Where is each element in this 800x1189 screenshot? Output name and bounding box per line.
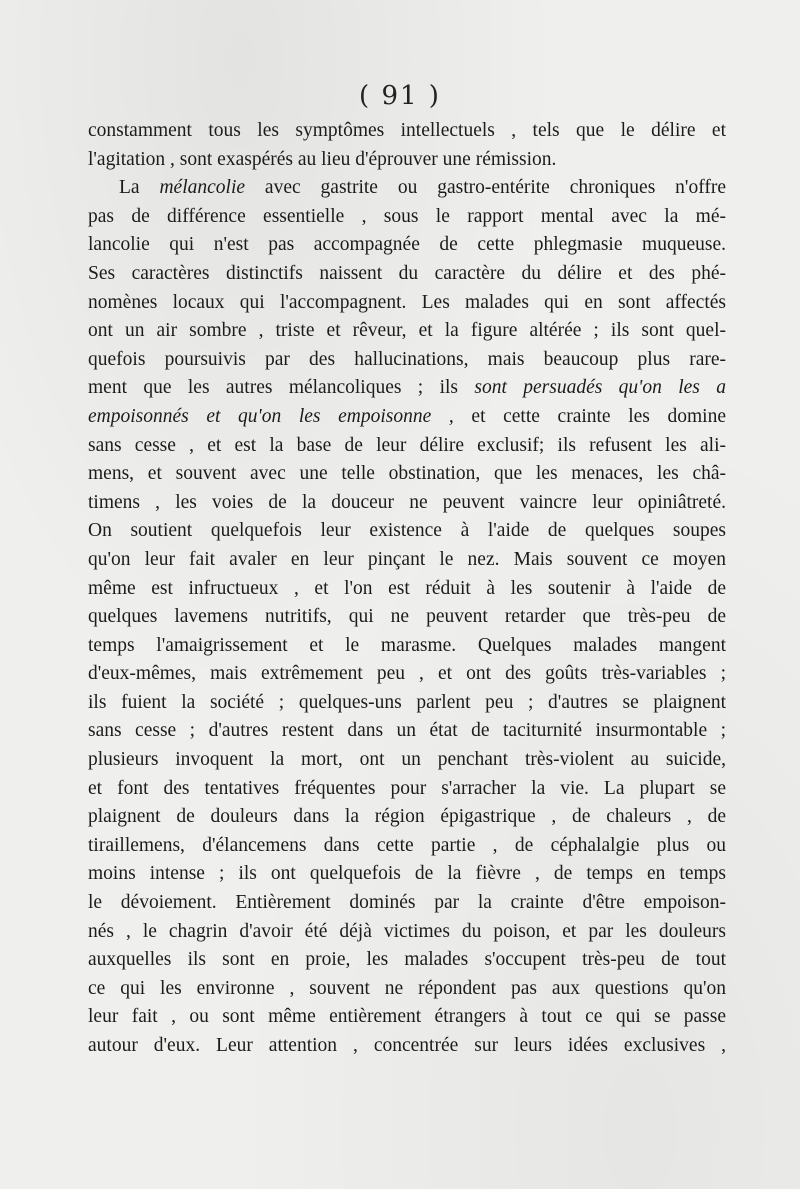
line-segment: La xyxy=(119,177,160,199)
text-line: plusieurs invoquent la mort, ont un penchant très-violent au suicide, xyxy=(88,749,726,771)
body-text xyxy=(88,117,726,1061)
text-line: même est infructueux , et l'on est réduit à les soutenir à l'aide de xyxy=(88,577,726,599)
text-line: temps l'amaigrissement et le marasme. Quelques malades mangent xyxy=(88,634,726,656)
text-line: l'agitation , sont exaspérés au lieu d'éprouver une rémission. xyxy=(88,148,557,170)
text-line: mens, et souvent avec une telle obstination, que les menaces, les châ- xyxy=(88,463,726,485)
text-line: ont un air sombre , triste et rêveur, et la figure altérée ; ils sont quel- xyxy=(88,320,726,342)
text-line: qu'on leur fait avaler en leur pinçant le nez. Mais souvent ce moyen xyxy=(88,548,726,570)
text-line: autour d'eux. Leur attention , concentrée sur leurs idées exclusives , xyxy=(88,1035,726,1056)
text-line: quelques lavemens nutritifs, qui ne peuvent retarder que très-peu de xyxy=(88,606,726,628)
italic-term: empoisonnés et qu'on les empoisonne , xyxy=(88,405,454,427)
text-line: sans cesse ; d'autres restent dans un état de taciturnité insurmontable ; xyxy=(88,720,726,742)
line-segment: avec gastrite ou gastro-entérite chroniques n'offre xyxy=(245,177,726,199)
text-line: plaignent de douleurs dans la région épigastrique , de chaleurs , de xyxy=(88,806,726,828)
text-line: nés , le chagrin d'avoir été déjà victimes du poison, et par les douleurs xyxy=(88,920,726,942)
text-line: pas de différence essentielle , sous le rapport mental avec la mé- xyxy=(88,205,726,227)
text-line: Ses caractères distinctifs naissent du caractère du délire et des phé- xyxy=(88,262,726,284)
text-line xyxy=(88,403,726,432)
text-line: le dévoiement. Entièrement dominés par la crainte d'être empoison- xyxy=(88,892,726,914)
text-line: leur fait , ou sont même entièrement étrangers à tout ce qui se passe xyxy=(88,1006,726,1028)
page-number: ( 91 ) xyxy=(359,81,441,111)
text-line: nomènes locaux qui l'accompagnent. Les malades qui en sont affectés xyxy=(88,291,726,313)
italic-term: sont persuadés qu'on les a xyxy=(474,377,726,399)
text-line: sans cesse , et est la base de leur délire exclusif; ils refusent les ali- xyxy=(88,434,726,456)
text-line: lancolie qui n'est pas accompagnée de cette phlegmasie muqueuse. xyxy=(88,234,726,256)
text-line: ce qui les environne , souvent ne répondent pas aux questions qu'on xyxy=(88,977,726,999)
italic-term: mélancolie xyxy=(159,177,246,199)
text-line xyxy=(88,174,726,203)
text-line: moins intense ; ils ont quelquefois de la fièvre , de temps en temps xyxy=(88,863,726,885)
text-line: constamment tous les symptômes intellectuels , tels que le délire et xyxy=(88,120,726,141)
line-segment: et cette crainte les domine xyxy=(453,405,726,427)
text-line: d'eux-mêmes, mais extrêmement peu , et ont des goûts très-variables ; xyxy=(88,663,726,685)
text-line: quefois poursuivis par des hallucinations, mais beaucoup plus rare- xyxy=(88,348,726,370)
text-line xyxy=(88,374,726,403)
line-segment: ment que les autres mélancoliques ; ils xyxy=(88,377,475,399)
text-line: auxquelles ils sont en proie, les malades s'occupent très-peu de tout xyxy=(88,949,726,971)
text-line: tiraillemens, d'élancemens dans cette partie , de céphalalgie plus ou xyxy=(88,834,726,856)
text-line: timens , les voies de la douceur ne peuvent vaincre leur opiniâtreté. xyxy=(88,491,726,513)
text-line: ils fuient la société ; quelques-uns parlent peu ; d'autres se plaignent xyxy=(88,691,726,713)
text-line: On soutient quelquefois leur existence à l'aide de quelques soupes xyxy=(88,520,726,542)
text-line: et font des tentatives fréquentes pour s'arracher la vie. La plupart se xyxy=(88,777,726,799)
